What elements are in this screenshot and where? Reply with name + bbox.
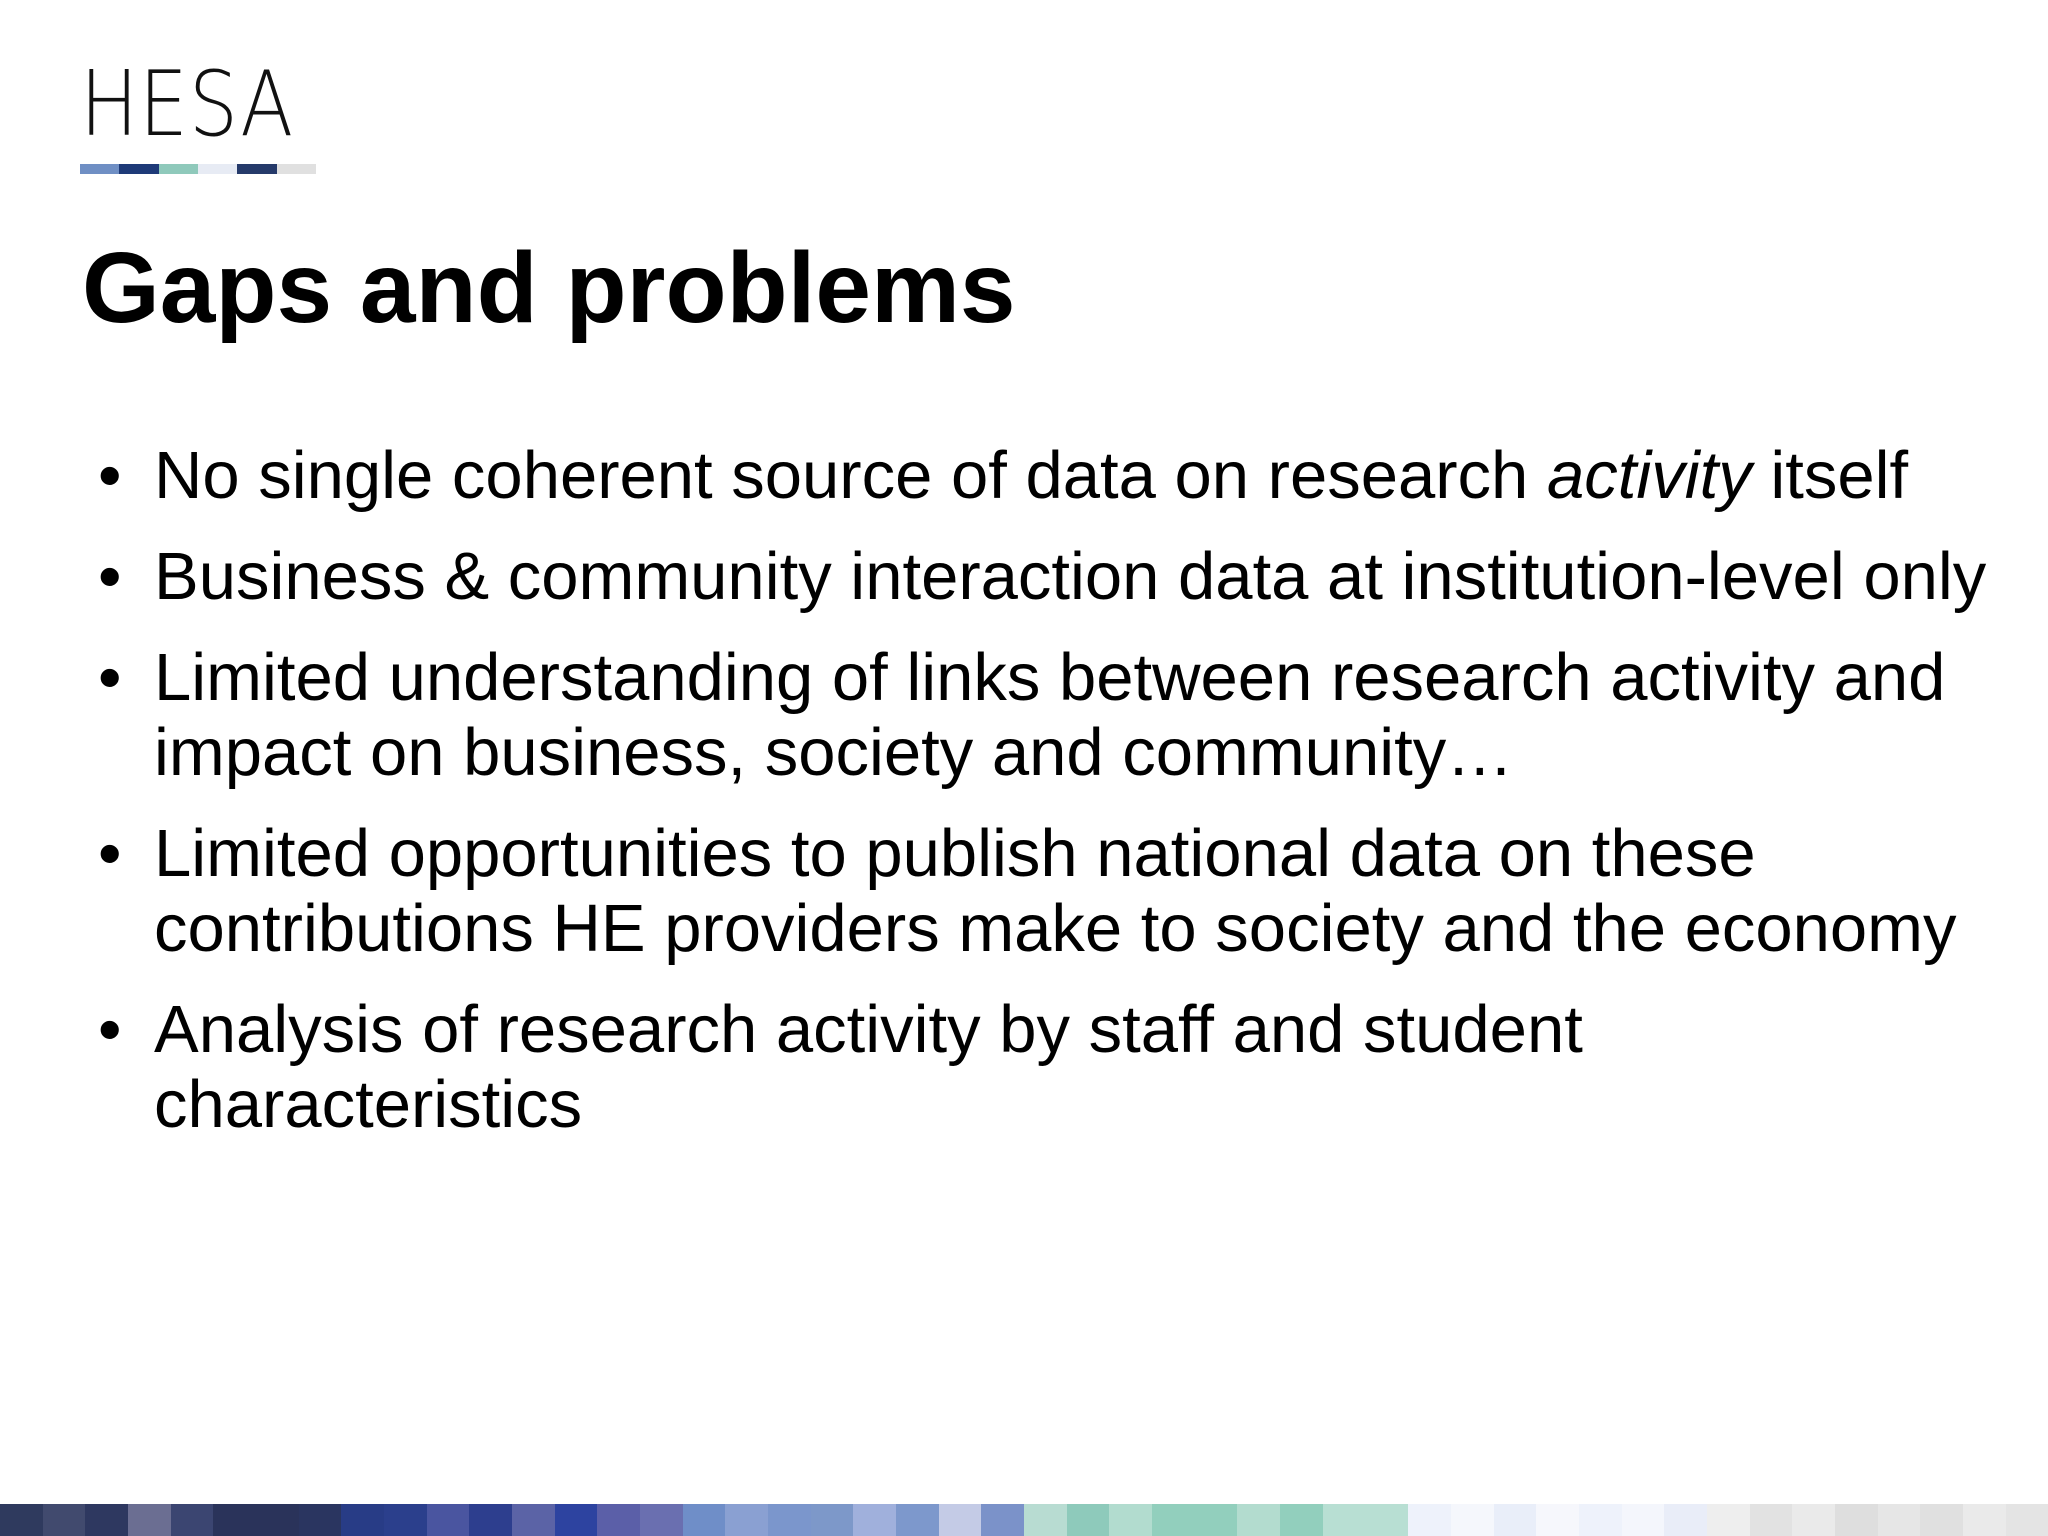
- footer-strip-segment: [981, 1504, 1024, 1536]
- footer-strip-segment: [1280, 1504, 1323, 1536]
- footer-strip-segment: [299, 1504, 342, 1536]
- bullet-dot: •: [98, 640, 122, 715]
- hesa-logo: [80, 52, 320, 174]
- footer-strip-segment: [1195, 1504, 1238, 1536]
- footer-strip-segment: [0, 1504, 43, 1536]
- bullet-text: Business & community interaction data at institution-level only: [154, 539, 1987, 614]
- bullet-dot: •: [98, 539, 122, 614]
- footer-strip-segment: [341, 1504, 384, 1536]
- logo-bar-segment: [119, 164, 158, 174]
- footer-strip-segment: [256, 1504, 299, 1536]
- bullet-list: [98, 438, 1998, 1168]
- footer-strip-segment: [555, 1504, 598, 1536]
- logo-bar-segment: [159, 164, 198, 174]
- bullet-dot: •: [98, 438, 122, 513]
- bullet-text: Limited opportunities to publish national data on these contributions HE providers make to society and the economy: [154, 816, 1957, 966]
- footer-strip-segment: [128, 1504, 171, 1536]
- footer-strip-segment: [1366, 1504, 1409, 1536]
- footer-strip-segment: [1792, 1504, 1835, 1536]
- footer-color-strip: [0, 1504, 2048, 1536]
- footer-strip-segment: [1878, 1504, 1921, 1536]
- footer-strip-segment: [1707, 1504, 1750, 1536]
- footer-strip-segment: [683, 1504, 726, 1536]
- bullet-item: [98, 640, 1998, 790]
- footer-strip-segment: [768, 1504, 811, 1536]
- slide-title: Gaps and problems: [82, 232, 1016, 344]
- footer-strip-segment: [1579, 1504, 1622, 1536]
- footer-strip-segment: [427, 1504, 470, 1536]
- footer-strip-segment: [1024, 1504, 1067, 1536]
- logo-bar-segment: [277, 164, 316, 174]
- bullet-text: Limited understanding of links between research activity and impact on business, society and community…: [154, 640, 1946, 790]
- footer-strip-segment: [1963, 1504, 2006, 1536]
- footer-strip-segment: [896, 1504, 939, 1536]
- footer-strip-segment: [1451, 1504, 1494, 1536]
- logo-bar-segment: [237, 164, 276, 174]
- footer-strip-segment: [939, 1504, 982, 1536]
- footer-strip-segment: [1323, 1504, 1366, 1536]
- footer-strip-segment: [1536, 1504, 1579, 1536]
- footer-strip-segment: [811, 1504, 854, 1536]
- footer-strip-segment: [43, 1504, 86, 1536]
- bullet-item: [98, 539, 1998, 614]
- bullet-text: Analysis of research activity by staff and student characteristics: [154, 992, 1583, 1142]
- footer-strip-segment: [213, 1504, 256, 1536]
- footer-strip-segment: [1920, 1504, 1963, 1536]
- footer-strip-segment: [1494, 1504, 1537, 1536]
- logo-color-bar: [80, 164, 316, 174]
- bullet-text-after: itself: [1751, 438, 1909, 513]
- bullet-emphasis: activity: [1546, 438, 1752, 513]
- footer-strip-segment: [1152, 1504, 1195, 1536]
- footer-strip-segment: [640, 1504, 683, 1536]
- footer-strip-segment: [725, 1504, 768, 1536]
- footer-strip-segment: [2006, 1504, 2048, 1536]
- footer-strip-segment: [512, 1504, 555, 1536]
- footer-strip-segment: [1622, 1504, 1665, 1536]
- bullet-item: [98, 992, 1998, 1142]
- bullet-item: [98, 816, 1998, 966]
- logo-bar-segment: [198, 164, 237, 174]
- footer-strip-segment: [1835, 1504, 1878, 1536]
- footer-strip-segment: [1237, 1504, 1280, 1536]
- logo-text: HESA: [80, 52, 295, 157]
- bullet-item: [98, 438, 1998, 513]
- bullet-dot: •: [98, 816, 122, 891]
- footer-strip-segment: [171, 1504, 214, 1536]
- footer-strip-segment: [384, 1504, 427, 1536]
- footer-strip-segment: [597, 1504, 640, 1536]
- footer-strip-segment: [1109, 1504, 1152, 1536]
- footer-strip-segment: [1408, 1504, 1451, 1536]
- logo-bar-segment: [80, 164, 119, 174]
- bullet-dot: •: [98, 992, 122, 1067]
- footer-strip-segment: [85, 1504, 128, 1536]
- footer-strip-segment: [853, 1504, 896, 1536]
- footer-strip-segment: [1664, 1504, 1707, 1536]
- footer-strip-segment: [1067, 1504, 1110, 1536]
- footer-strip-segment: [469, 1504, 512, 1536]
- bullet-text: No single coherent source of data on research: [154, 438, 1547, 513]
- footer-strip-segment: [1750, 1504, 1793, 1536]
